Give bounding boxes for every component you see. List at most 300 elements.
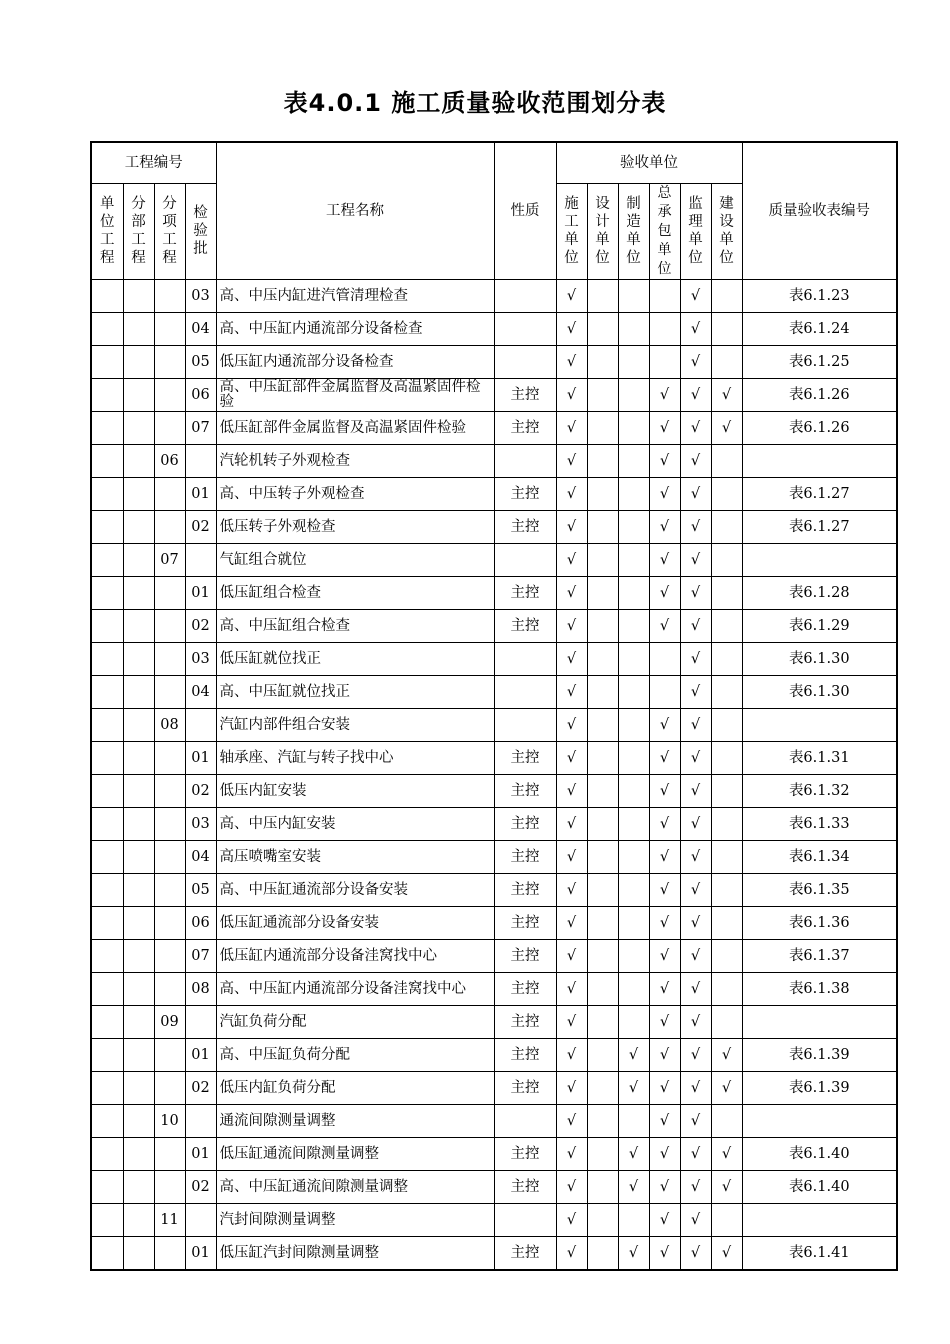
supervision-check-cell: √ (680, 642, 711, 675)
header-construction-unit: 施 工 单 位 (556, 183, 587, 279)
inspection-lot-cell: 04 (185, 840, 216, 873)
construction-check-cell: √ (556, 1203, 587, 1236)
owner-check-cell (711, 477, 742, 510)
general-contractor-check-cell: √ (649, 807, 680, 840)
sub-division-cell (123, 510, 154, 543)
table-row (91, 774, 897, 807)
sub-item-cell (154, 774, 185, 807)
table-row (91, 807, 897, 840)
quality-form-number-cell: 表6.1.27 (742, 477, 897, 510)
sub-item-cell (154, 609, 185, 642)
inspection-lot-cell: 01 (185, 477, 216, 510)
sub-division-cell (123, 873, 154, 906)
general-contractor-check-cell (649, 675, 680, 708)
nature-cell (494, 708, 556, 741)
general-contractor-check-cell: √ (649, 1038, 680, 1071)
construction-check-cell: √ (556, 609, 587, 642)
construction-check-cell: √ (556, 1170, 587, 1203)
owner-check-cell (711, 444, 742, 477)
nature-cell (494, 543, 556, 576)
manufacture-check-cell: √ (618, 1038, 649, 1071)
construction-check-cell: √ (556, 1071, 587, 1104)
quality-form-number-cell: 表6.1.28 (742, 576, 897, 609)
general-contractor-check-cell: √ (649, 1104, 680, 1137)
general-contractor-check-cell (649, 279, 680, 312)
unit-project-cell (91, 972, 123, 1005)
header-inspection-lot: 检 验 批 (185, 183, 216, 279)
quality-form-number-cell: 表6.1.35 (742, 873, 897, 906)
manufacture-check-cell: √ (618, 1170, 649, 1203)
supervision-check-cell: √ (680, 675, 711, 708)
project-name-cell: 高、中压缸内通流部分设备洼窝找中心 (216, 972, 494, 1005)
design-check-cell (587, 906, 618, 939)
project-name-cell: 高、中压缸负荷分配 (216, 1038, 494, 1071)
owner-check-cell (711, 609, 742, 642)
nature-cell: 主控 (494, 807, 556, 840)
owner-check-cell (711, 972, 742, 1005)
owner-check-cell (711, 642, 742, 675)
nature-cell: 主控 (494, 576, 556, 609)
design-check-cell (587, 675, 618, 708)
sub-division-cell (123, 1071, 154, 1104)
sub-division-cell (123, 411, 154, 444)
sub-item-cell (154, 576, 185, 609)
nature-cell (494, 444, 556, 477)
supervision-check-cell: √ (680, 312, 711, 345)
inspection-lot-cell: 08 (185, 972, 216, 1005)
general-contractor-check-cell: √ (649, 906, 680, 939)
project-name-cell: 低压缸组合检查 (216, 576, 494, 609)
supervision-check-cell: √ (680, 939, 711, 972)
project-name-cell: 高、中压内缸安装 (216, 807, 494, 840)
owner-check-cell (711, 510, 742, 543)
general-contractor-check-cell: √ (649, 1005, 680, 1038)
sub-item-cell (154, 312, 185, 345)
inspection-lot-cell: 02 (185, 1071, 216, 1104)
construction-check-cell: √ (556, 708, 587, 741)
quality-form-number-cell (742, 1203, 897, 1236)
construction-check-cell: √ (556, 873, 587, 906)
quality-form-number-cell: 表6.1.40 (742, 1170, 897, 1203)
nature-cell: 主控 (494, 1071, 556, 1104)
owner-check-cell (711, 906, 742, 939)
general-contractor-check-cell: √ (649, 1203, 680, 1236)
unit-project-cell (91, 774, 123, 807)
manufacture-check-cell (618, 477, 649, 510)
design-check-cell (587, 1071, 618, 1104)
nature-cell (494, 1104, 556, 1137)
sub-item-cell (154, 510, 185, 543)
table-row (91, 312, 897, 345)
sub-item-cell (154, 1236, 185, 1270)
inspection-lot-cell (185, 543, 216, 576)
manufacture-check-cell (618, 1203, 649, 1236)
unit-project-cell (91, 411, 123, 444)
sub-division-cell (123, 708, 154, 741)
design-check-cell (587, 411, 618, 444)
general-contractor-check-cell: √ (649, 1170, 680, 1203)
supervision-check-cell: √ (680, 279, 711, 312)
general-contractor-check-cell: √ (649, 1236, 680, 1270)
design-check-cell (587, 444, 618, 477)
manufacture-check-cell (618, 774, 649, 807)
construction-check-cell: √ (556, 1236, 587, 1270)
quality-form-number-cell: 表6.1.30 (742, 642, 897, 675)
quality-form-number-cell: 表6.1.23 (742, 279, 897, 312)
nature-cell: 主控 (494, 906, 556, 939)
manufacture-check-cell (618, 609, 649, 642)
project-name-cell: 低压内缸负荷分配 (216, 1071, 494, 1104)
quality-form-number-cell: 表6.1.33 (742, 807, 897, 840)
project-name-cell: 高、中压缸部件金属监督及高温紧固件检验 (216, 378, 494, 411)
nature-cell (494, 1203, 556, 1236)
sub-division-cell (123, 675, 154, 708)
manufacture-check-cell: √ (618, 1236, 649, 1270)
design-check-cell (587, 741, 618, 774)
supervision-check-cell: √ (680, 1236, 711, 1270)
manufacture-check-cell (618, 1104, 649, 1137)
inspection-lot-cell: 02 (185, 510, 216, 543)
inspection-lot-cell: 01 (185, 576, 216, 609)
construction-check-cell: √ (556, 510, 587, 543)
unit-project-cell (91, 576, 123, 609)
nature-cell: 主控 (494, 609, 556, 642)
general-contractor-check-cell (649, 345, 680, 378)
sub-division-cell (123, 642, 154, 675)
nature-cell: 主控 (494, 477, 556, 510)
design-check-cell (587, 510, 618, 543)
table-row (91, 1170, 897, 1203)
design-check-cell (587, 1104, 618, 1137)
supervision-check-cell: √ (680, 906, 711, 939)
sub-division-cell (123, 345, 154, 378)
construction-check-cell: √ (556, 807, 587, 840)
design-check-cell (587, 345, 618, 378)
quality-form-number-cell: 表6.1.39 (742, 1071, 897, 1104)
general-contractor-check-cell: √ (649, 411, 680, 444)
inspection-lot-cell: 02 (185, 609, 216, 642)
quality-form-number-cell: 表6.1.26 (742, 411, 897, 444)
sub-item-cell (154, 345, 185, 378)
table-row (91, 1038, 897, 1071)
table-row (91, 279, 897, 312)
quality-form-number-cell: 表6.1.36 (742, 906, 897, 939)
quality-form-number-cell: 表6.1.41 (742, 1236, 897, 1270)
manufacture-check-cell (618, 906, 649, 939)
unit-project-cell (91, 1137, 123, 1170)
sub-division-cell (123, 1203, 154, 1236)
manufacture-check-cell (618, 543, 649, 576)
unit-project-cell (91, 510, 123, 543)
sub-division-cell (123, 1005, 154, 1038)
design-check-cell (587, 1137, 618, 1170)
project-name-cell: 高、中压缸组合检查 (216, 609, 494, 642)
sub-division-cell (123, 609, 154, 642)
project-name-cell: 低压缸通流间隙测量调整 (216, 1137, 494, 1170)
supervision-check-cell: √ (680, 576, 711, 609)
sub-item-cell (154, 807, 185, 840)
owner-check-cell (711, 675, 742, 708)
unit-project-cell (91, 642, 123, 675)
sub-division-cell (123, 939, 154, 972)
nature-cell: 主控 (494, 1038, 556, 1071)
sub-division-cell (123, 1137, 154, 1170)
inspection-lot-cell: 05 (185, 345, 216, 378)
unit-project-cell (91, 543, 123, 576)
sub-item-cell: 08 (154, 708, 185, 741)
sub-item-cell (154, 972, 185, 1005)
nature-cell: 主控 (494, 1005, 556, 1038)
construction-check-cell: √ (556, 477, 587, 510)
header-sub-division: 分 部 工 程 (123, 183, 154, 279)
owner-check-cell (711, 708, 742, 741)
sub-item-cell (154, 675, 185, 708)
project-name-cell: 低压转子外观检查 (216, 510, 494, 543)
nature-cell: 主控 (494, 840, 556, 873)
table-row (91, 477, 897, 510)
owner-check-cell: √ (711, 1137, 742, 1170)
sub-division-cell (123, 576, 154, 609)
unit-project-cell (91, 708, 123, 741)
supervision-check-cell: √ (680, 1137, 711, 1170)
sub-item-cell (154, 939, 185, 972)
manufacture-check-cell (618, 345, 649, 378)
nature-cell: 主控 (494, 1170, 556, 1203)
sub-item-cell (154, 873, 185, 906)
manufacture-check-cell: √ (618, 1137, 649, 1170)
unit-project-cell (91, 840, 123, 873)
construction-check-cell: √ (556, 774, 587, 807)
general-contractor-check-cell: √ (649, 1137, 680, 1170)
project-name-cell: 低压缸内通流部分设备检查 (216, 345, 494, 378)
table-row (91, 675, 897, 708)
owner-check-cell: √ (711, 378, 742, 411)
header-design-unit: 设 计 单 位 (587, 183, 618, 279)
owner-check-cell (711, 576, 742, 609)
unit-project-cell (91, 312, 123, 345)
supervision-check-cell: √ (680, 972, 711, 1005)
nature-cell: 主控 (494, 1236, 556, 1270)
supervision-check-cell: √ (680, 510, 711, 543)
sub-item-cell (154, 741, 185, 774)
manufacture-check-cell (618, 576, 649, 609)
construction-check-cell: √ (556, 279, 587, 312)
project-name-cell: 汽缸负荷分配 (216, 1005, 494, 1038)
construction-check-cell: √ (556, 576, 587, 609)
design-check-cell (587, 1170, 618, 1203)
construction-check-cell: √ (556, 675, 587, 708)
supervision-check-cell: √ (680, 1170, 711, 1203)
table-row (91, 444, 897, 477)
table-row (91, 939, 897, 972)
header-owner-unit: 建 设 单 位 (711, 183, 742, 279)
header-acceptance-units: 验收单位 (556, 142, 742, 183)
header-manufacture-unit: 制 造 单 位 (618, 183, 649, 279)
general-contractor-check-cell (649, 312, 680, 345)
owner-check-cell: √ (711, 1236, 742, 1270)
sub-division-cell (123, 807, 154, 840)
project-name-cell: 低压缸内通流部分设备洼窝找中心 (216, 939, 494, 972)
manufacture-check-cell (618, 444, 649, 477)
sub-item-cell (154, 906, 185, 939)
supervision-check-cell: √ (680, 411, 711, 444)
owner-check-cell (711, 840, 742, 873)
unit-project-cell (91, 906, 123, 939)
quality-form-number-cell: 表6.1.24 (742, 312, 897, 345)
general-contractor-check-cell: √ (649, 972, 680, 1005)
sub-division-cell (123, 477, 154, 510)
inspection-lot-cell: 02 (185, 774, 216, 807)
nature-cell: 主控 (494, 378, 556, 411)
general-contractor-check-cell: √ (649, 444, 680, 477)
construction-check-cell: √ (556, 840, 587, 873)
sub-item-cell (154, 1137, 185, 1170)
unit-project-cell (91, 1236, 123, 1270)
owner-check-cell: √ (711, 411, 742, 444)
construction-check-cell: √ (556, 543, 587, 576)
table-row (91, 741, 897, 774)
unit-project-cell (91, 345, 123, 378)
quality-form-number-cell (742, 1104, 897, 1137)
design-check-cell (587, 543, 618, 576)
table-row (91, 609, 897, 642)
sub-item-cell (154, 840, 185, 873)
quality-form-number-cell: 表6.1.39 (742, 1038, 897, 1071)
project-name-cell: 高、中压缸内通流部分设备检查 (216, 312, 494, 345)
manufacture-check-cell (618, 873, 649, 906)
project-name-cell: 低压缸部件金属监督及高温紧固件检验 (216, 411, 494, 444)
unit-project-cell (91, 477, 123, 510)
construction-check-cell: √ (556, 1104, 587, 1137)
supervision-check-cell: √ (680, 378, 711, 411)
project-name-cell: 高、中压缸通流部分设备安装 (216, 873, 494, 906)
supervision-check-cell: √ (680, 345, 711, 378)
header-supervision-unit: 监 理 单 位 (680, 183, 711, 279)
design-check-cell (587, 939, 618, 972)
nature-cell: 主控 (494, 939, 556, 972)
general-contractor-check-cell: √ (649, 609, 680, 642)
quality-form-number-cell: 表6.1.29 (742, 609, 897, 642)
inspection-lot-cell (185, 1203, 216, 1236)
sub-division-cell (123, 543, 154, 576)
sub-item-cell (154, 642, 185, 675)
sub-division-cell (123, 378, 154, 411)
supervision-check-cell: √ (680, 1071, 711, 1104)
supervision-check-cell: √ (680, 477, 711, 510)
general-contractor-check-cell: √ (649, 741, 680, 774)
quality-form-number-cell (742, 708, 897, 741)
header-engineering-number: 工程编号 (91, 142, 216, 183)
quality-form-number-cell: 表6.1.26 (742, 378, 897, 411)
design-check-cell (587, 609, 618, 642)
owner-check-cell (711, 543, 742, 576)
sub-division-cell (123, 1038, 154, 1071)
owner-check-cell (711, 774, 742, 807)
manufacture-check-cell (618, 378, 649, 411)
supervision-check-cell: √ (680, 708, 711, 741)
design-check-cell (587, 774, 618, 807)
quality-form-number-cell: 表6.1.32 (742, 774, 897, 807)
manufacture-check-cell (618, 807, 649, 840)
sub-item-cell (154, 477, 185, 510)
general-contractor-check-cell: √ (649, 510, 680, 543)
table-row (91, 906, 897, 939)
manufacture-check-cell (618, 972, 649, 1005)
owner-check-cell (711, 1005, 742, 1038)
construction-check-cell: √ (556, 312, 587, 345)
design-check-cell (587, 972, 618, 1005)
sub-division-cell (123, 972, 154, 1005)
header-sub-item: 分 项 工 程 (154, 183, 185, 279)
inspection-lot-cell: 07 (185, 939, 216, 972)
general-contractor-check-cell: √ (649, 1071, 680, 1104)
table-row (91, 1137, 897, 1170)
nature-cell: 主控 (494, 774, 556, 807)
unit-project-cell (91, 675, 123, 708)
unit-project-cell (91, 1005, 123, 1038)
table-row (91, 1005, 897, 1038)
sub-division-cell (123, 1236, 154, 1270)
table-row (91, 708, 897, 741)
manufacture-check-cell (618, 675, 649, 708)
inspection-lot-cell: 03 (185, 279, 216, 312)
sub-division-cell (123, 1170, 154, 1203)
inspection-lot-cell: 03 (185, 642, 216, 675)
project-name-cell: 轴承座、汽缸与转子找中心 (216, 741, 494, 774)
supervision-check-cell: √ (680, 444, 711, 477)
design-check-cell (587, 1038, 618, 1071)
sub-item-cell (154, 411, 185, 444)
inspection-lot-cell: 01 (185, 741, 216, 774)
sub-division-cell (123, 312, 154, 345)
table-row (91, 543, 897, 576)
project-name-cell: 低压缸通流部分设备安装 (216, 906, 494, 939)
manufacture-check-cell (618, 939, 649, 972)
inspection-lot-cell: 01 (185, 1038, 216, 1071)
design-check-cell (587, 1236, 618, 1270)
design-check-cell (587, 279, 618, 312)
general-contractor-check-cell: √ (649, 576, 680, 609)
general-contractor-check-cell: √ (649, 939, 680, 972)
header-project-name: 工程名称 (216, 142, 494, 279)
supervision-check-cell: √ (680, 609, 711, 642)
unit-project-cell (91, 741, 123, 774)
sub-item-cell: 09 (154, 1005, 185, 1038)
supervision-check-cell: √ (680, 873, 711, 906)
owner-check-cell: √ (711, 1170, 742, 1203)
nature-cell (494, 312, 556, 345)
project-name-cell: 高压喷嘴室安装 (216, 840, 494, 873)
table-row (91, 642, 897, 675)
table-row (91, 345, 897, 378)
construction-check-cell: √ (556, 411, 587, 444)
header-nature: 性质 (494, 142, 556, 279)
inspection-lot-cell: 05 (185, 873, 216, 906)
nature-cell: 主控 (494, 972, 556, 1005)
sub-item-cell (154, 279, 185, 312)
nature-cell (494, 675, 556, 708)
inspection-lot-cell (185, 708, 216, 741)
quality-form-number-cell: 表6.1.38 (742, 972, 897, 1005)
supervision-check-cell: √ (680, 774, 711, 807)
owner-check-cell (711, 807, 742, 840)
table-row (91, 873, 897, 906)
header-quality-form-number: 质量验收表编号 (742, 142, 897, 279)
design-check-cell (587, 873, 618, 906)
nature-cell (494, 279, 556, 312)
quality-form-number-cell: 表6.1.31 (742, 741, 897, 774)
project-name-cell: 低压缸汽封间隙测量调整 (216, 1236, 494, 1270)
